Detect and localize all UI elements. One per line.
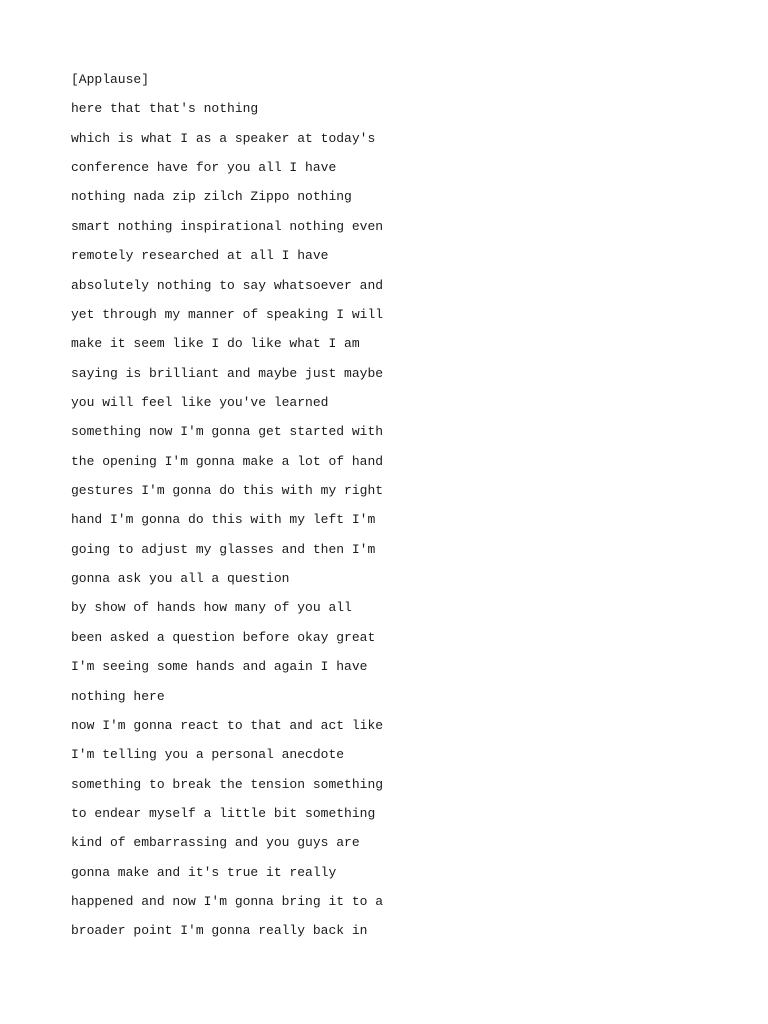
transcript-line: saying is brilliant and maybe just maybe	[71, 365, 384, 381]
transcript-line: to endear myself a little bit something	[71, 805, 376, 821]
transcript-line: nothing here	[71, 688, 165, 704]
transcript-line: you will feel like you've learned	[71, 394, 329, 410]
transcript-line: which is what I as a speaker at today's	[71, 130, 376, 146]
transcript-line: happened and now I'm gonna bring it to a	[71, 894, 384, 910]
transcript-line: hand I'm gonna do this with my left I'm	[71, 512, 376, 528]
transcript-line: gestures I'm gonna do this with my right	[71, 483, 384, 499]
transcript-line: make it seem like I do like what I am	[71, 336, 360, 352]
transcript-line: yet through my manner of speaking I will	[71, 306, 384, 322]
transcript-line: gonna ask you all a question	[71, 571, 290, 587]
transcript-line: smart nothing inspirational nothing even	[71, 218, 384, 234]
transcript-line: the opening I'm gonna make a lot of hand	[71, 453, 384, 469]
transcript-line: now I'm gonna react to that and act like	[71, 717, 384, 733]
transcript-line: conference have for you all I have	[71, 160, 337, 176]
transcript-line: kind of embarrassing and you guys are	[71, 835, 360, 851]
transcript-line: been asked a question before okay great	[71, 629, 376, 645]
transcript-line: by show of hands how many of you all	[71, 600, 352, 616]
transcript-line: nothing nada zip zilch Zippo nothing	[71, 189, 352, 205]
transcript-line: I'm telling you a personal anecdote	[71, 747, 345, 763]
transcript-text	[71, 65, 383, 946]
transcript-line: absolutely nothing to say whatsoever and	[71, 277, 384, 293]
transcript-line: going to adjust my glasses and then I'm	[71, 541, 376, 557]
transcript-line: broader point I'm gonna really back in	[71, 923, 368, 939]
transcript-line: [Applause]	[71, 72, 150, 87]
transcript-line: something to break the tension something	[71, 776, 384, 792]
transcript-line: something now I'm gonna get started with	[71, 424, 384, 440]
transcript-line: gonna make and it's true it really	[71, 864, 337, 880]
transcript-line: remotely researched at all I have	[71, 248, 329, 264]
transcript-line: I'm seeing some hands and again I have	[71, 659, 368, 675]
transcript-line: here that that's nothing	[71, 101, 259, 117]
